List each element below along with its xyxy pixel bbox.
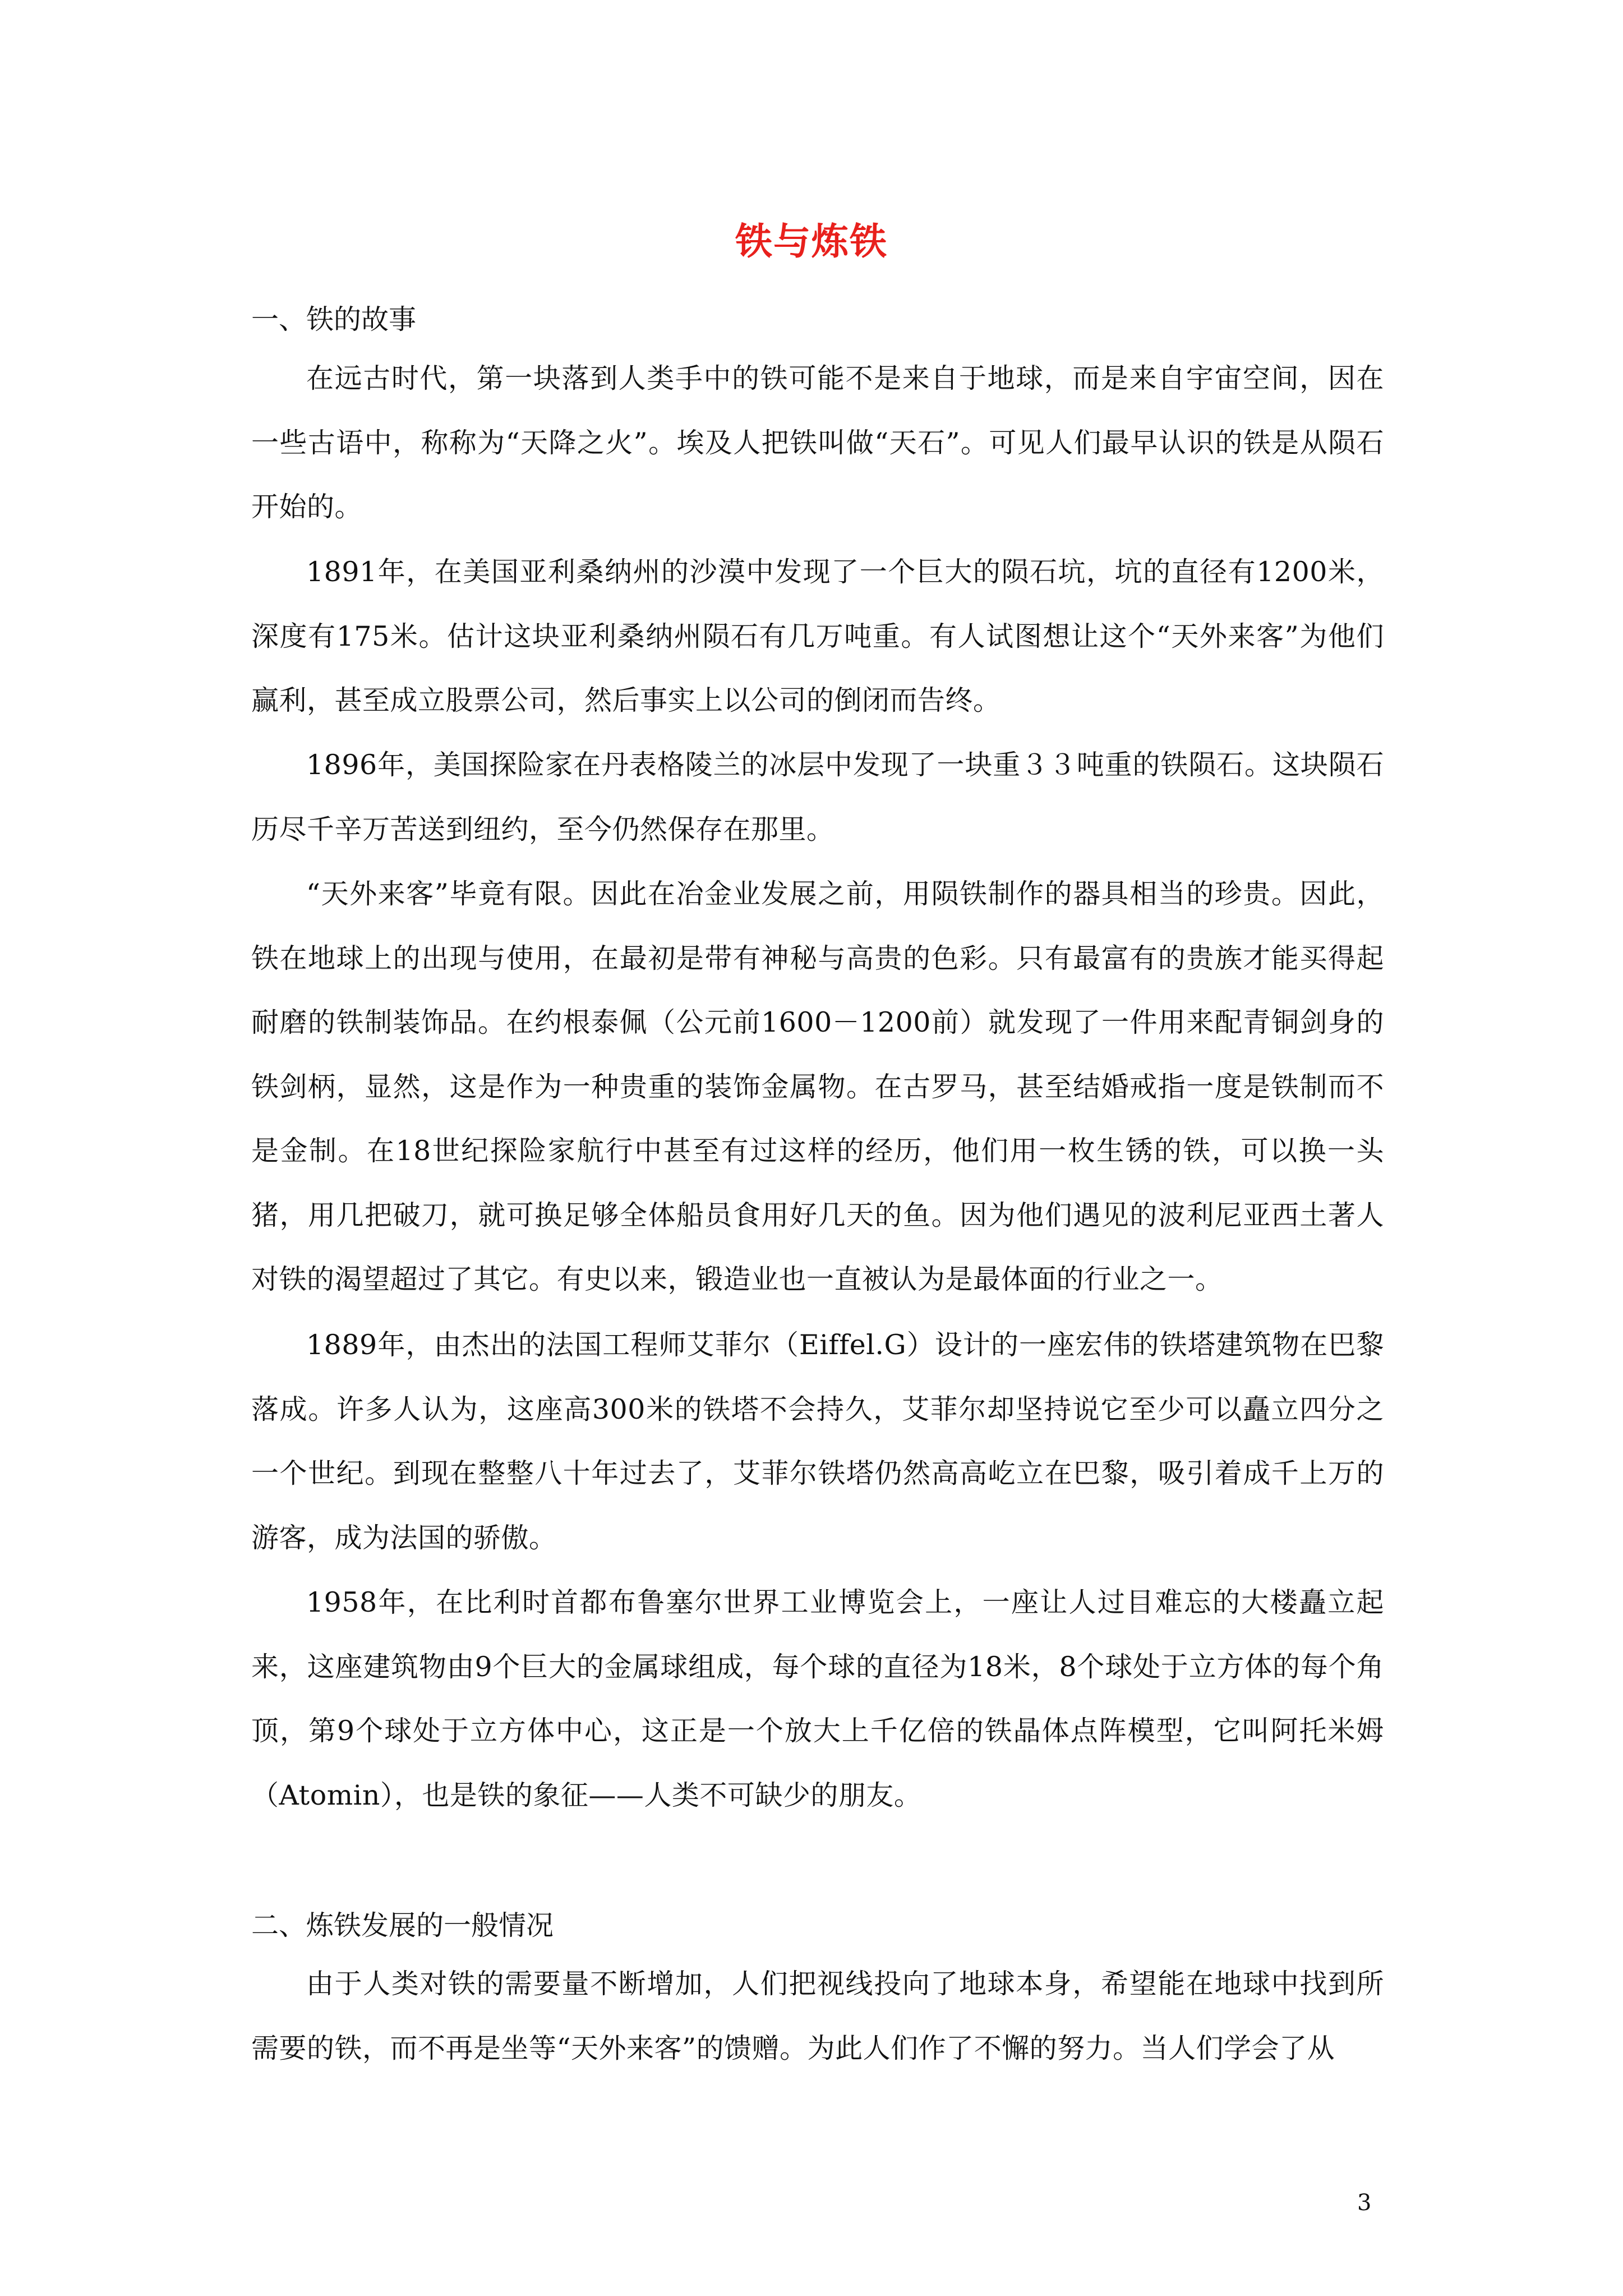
document-title: 铁与炼铁 [735, 219, 888, 263]
section-heading-ironmaking-overview: 二、炼铁发展的一般情况 [251, 1910, 554, 1941]
paragraph-meteorite-origin: 在远古时代，第一块落到人类手中的铁可能不是来自于地球，而是来自宇宙空间，因在一些古语中，称称为“天降之火”。埃及人把铁叫做“天石”。可见人们最早认识的铁是从陨石开始的。 [251, 362, 1384, 523]
paragraph-greenland-meteorite: 1896年，美国探险家在丹表格陵兰的冰层中发现了一块重３３吨重的铁陨石。这块陨石历尽千辛万苦送到纽约，至今仍然保存在那里。 [251, 749, 1384, 845]
paragraph-atomium: 1958年，在比利时首都布鲁塞尔世界工业博览会上，一座让人过目难忘的大楼矗立起来，这座建筑物由9个巨大的金属球组成，每个球的直径为18米，8个球处于立方体的每个角顶，第9个球处于立方体中心，这正是一个放大上千亿倍的铁晶体点阵模型，它叫阿托米姆（Atomin），也是铁的象征——人类不可缺少的朋友。 [251, 1586, 1384, 1811]
paragraph-ironmaking-intro: 由于人类对铁的需要量不断增加，人们把视线投向了地球本身，希望能在地球中找到所需要的铁，而不再是坐等“天外来客”的馈赠。为此人们作了不懈的努力。当人们学会了从 [251, 1968, 1384, 2064]
paragraph-eiffel-tower: 1889年，由杰出的法国工程师艾菲尔（Eiffel.G）设计的一座宏伟的铁塔建筑物在巴黎落成。许多人认为，这座高300米的铁塔不会持久，艾菲尔却坚持说它至少可以矗立四分之一个世纪。到现在整整八十年过去了，艾菲尔铁塔仍然高高屹立在巴黎，吸引着成千上万的游客，成为法国的骄傲。 [251, 1329, 1384, 1554]
page-number: 3 [1357, 2190, 1372, 2216]
paragraph-arizona-crater: 1891年，在美国亚利桑纳州的沙漠中发现了一个巨大的陨石坑，坑的直径有1200米，深度有175米。估计这块亚利桑纳州陨石有几万吨重。有人试图想让这个“天外来客”为他们赢利，甚至成立股票公司，然后事实上以公司的倒闭而告终。 [251, 556, 1384, 716]
paragraph-precious-iron: “天外来客”毕竟有限。因此在冶金业发展之前，用陨铁制作的器具相当的珍贵。因此，铁在地球上的出现与使用，在最初是带有神秘与高贵的色彩。只有最富有的贵族才能买得起耐磨的铁制装饰品。在约根泰佩（公元前1600－1200前）就发现了一件用来配青铜剑身的铁剑柄，显然，这是作为一种贵重的装饰金属物。在古罗马，甚至结婚戒指一度是铁制而不是金制。在18世纪探险家航行中甚至有过这样的经历，他们用一枚生锈的铁，可以换一头猪，用几把破刀，就可换足够全体船员食用好几天的鱼。因为他们遇见的波利尼亚西土著人对铁的渴望超过了其它。有史以来，锻造业也一直被认为是最体面的行业之一。 [251, 878, 1384, 1295]
section-heading-iron-story: 一、铁的故事 [251, 303, 417, 335]
